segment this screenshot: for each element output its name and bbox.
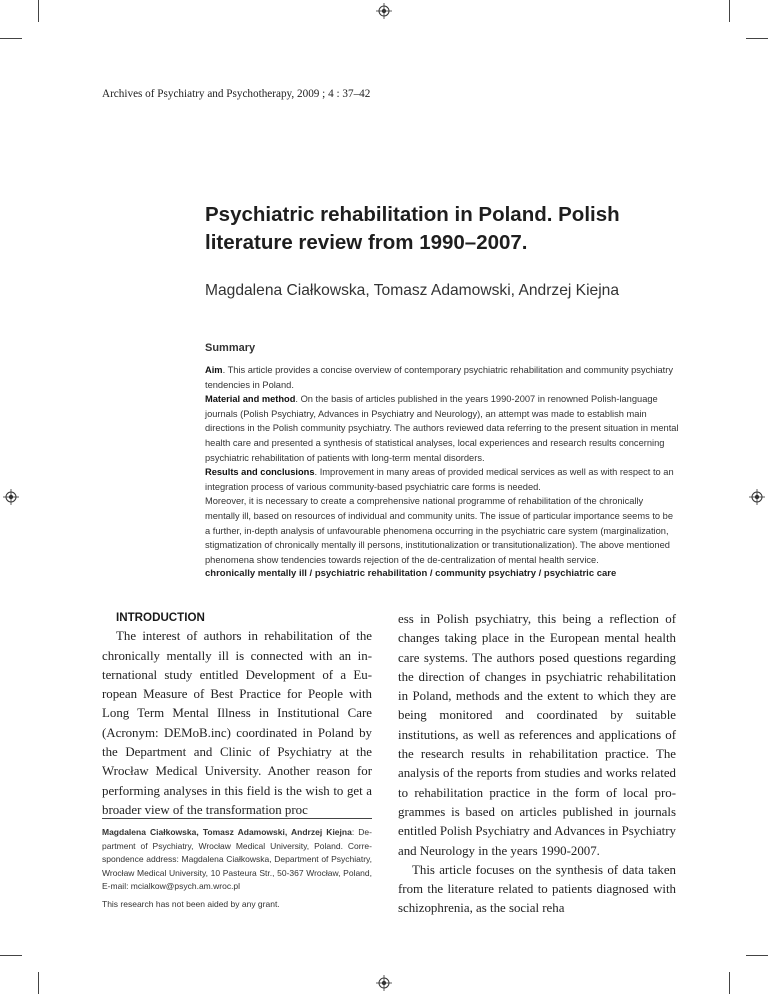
crop-mark (729, 972, 730, 994)
crop-mark (746, 955, 768, 956)
summary-aim-label: Aim (205, 365, 223, 375)
footnote-grant: This research has not been aided by any grant. (102, 898, 280, 909)
intro-paragraph-2: This article focuses on the synthesis of data taken from the literature related to patients diagnosed with schizophrenia, as the social reha (398, 862, 676, 916)
crop-mark (38, 0, 39, 22)
footnote-affiliation-text: : Department of Psychiatry, Wrocław Medical University, Poland. Correspondence address: Magdalena Ciałkowska, Department of Psychiatry, Wrocław Medical University, 10 Pasteura Str., 50-367 Wrocław, Poland, E-mail: mcialkow@psych.am.wroc.pl (102, 827, 372, 891)
intro-paragraph-1: The interest of authors in rehabilitation of the chronically mentally ill is connected with an international study entitled Development of a European Measure of Best Practice for People with Long Term Mental Illness in Institutional Care (Acronym: DEMoB.inc) coordinated in Poland by the Department and Clinic of Psychiatry at the Wrocław Medical University. Another reason for performing analyses in this field is the wish to get a broader view of the transformation proc (102, 629, 372, 817)
journal-header: Archives of Psychiatry and Psychotherapy, 2009 ; 4 : 37–42 (102, 88, 371, 100)
summary-results-text: . Improvement in many areas of provided medical services as well as with respect to an integration process of various community-based psychiatric care forms is needed. (205, 467, 674, 492)
summary-heading: Summary (205, 342, 256, 354)
summary-material-label: Material and method (205, 394, 296, 405)
summary-results-label: Results and conclusions (205, 467, 315, 478)
registration-mark-icon (376, 3, 392, 19)
section-heading-introduction: INTRODUCTION (116, 611, 205, 624)
footnote-authors: Magdalena Ciałkowska, Tomasz Adamowski, Andrzej Kiejna (102, 827, 352, 837)
crop-mark (0, 38, 22, 39)
summary-moreover: Moreover, it is necessary to create a comprehensive national programme of rehabilitation of the chronically mentally ill, based on resources of individual and community units. The issue of particular importance seems to be a further, in-depth analysis of unfavourable phenomena occurring in the psychiatric care system (marginalization, stigmatization of chronically mentally ill persons, institutionalization or transitutionalization). The above mentioned phenomena show tendencies towards rejection of the de-centralization of mental health service. (205, 496, 674, 565)
crop-mark (0, 955, 22, 956)
summary-results (205, 465, 680, 494)
crop-mark (729, 0, 730, 22)
footnote-divider (102, 818, 372, 819)
crop-mark (38, 972, 39, 994)
summary-aim (205, 363, 680, 392)
registration-mark-icon (749, 489, 765, 505)
intro-paragraph-1-continued: ess in Polish psychiatry, this being a reflection of changes taking place in the European mental health care systems. The authors posed questions regarding the direction of changes in psychiatric rehabilitation in Poland, methods and the extent to which they are being monitored and coordinated by suitable institutions, as well as references and applications of the research results in rehabilitation practice. The analysis of the reports from studies and works related to rehabilitation practice in the form of local programmes is based on articles published in journals entitled Polish Psychiatry and Advances in Psychiatry and Neurology in the years 1990-2007. (398, 612, 676, 858)
left-column (102, 608, 372, 820)
registration-mark-icon (3, 489, 19, 505)
right-column (398, 610, 676, 919)
footnote (102, 826, 372, 915)
summary-aim-text: . This article provides a concise overview of contemporary psychiatric rehabilitation and community psychiatry tendencies in Poland. (205, 365, 673, 390)
article-authors: Magdalena Ciałkowska, Tomasz Adamowski, Andrzej Kiejna (205, 282, 620, 299)
registration-mark-icon (376, 975, 392, 991)
crop-mark (746, 38, 768, 39)
keywords: chronically mentally ill / psychiatric rehabilitation / community psychiatry / psychiatric care (205, 568, 617, 579)
article-title: Psychiatric rehabilitation in Poland. Polish literature review from 1990–2007. (205, 203, 620, 254)
summary-body (205, 363, 680, 567)
footnote-affiliation (102, 826, 372, 894)
summary-material-text: . On the basis of articles published in the years 1990-2007 in renowned Polish-language journals (Polish Psychiatry, Advances in Psychiatry and Neurology), an attempt was made to establish main directions in the Polish community psychiatry. The authors reviewed data referring to the present situation in mental health care and presented a synthesis of statistical analyses, local experiences and research results concerning psychiatric rehabilitation of patients with long-term mental disorders. (205, 394, 679, 463)
summary-material (205, 392, 680, 465)
